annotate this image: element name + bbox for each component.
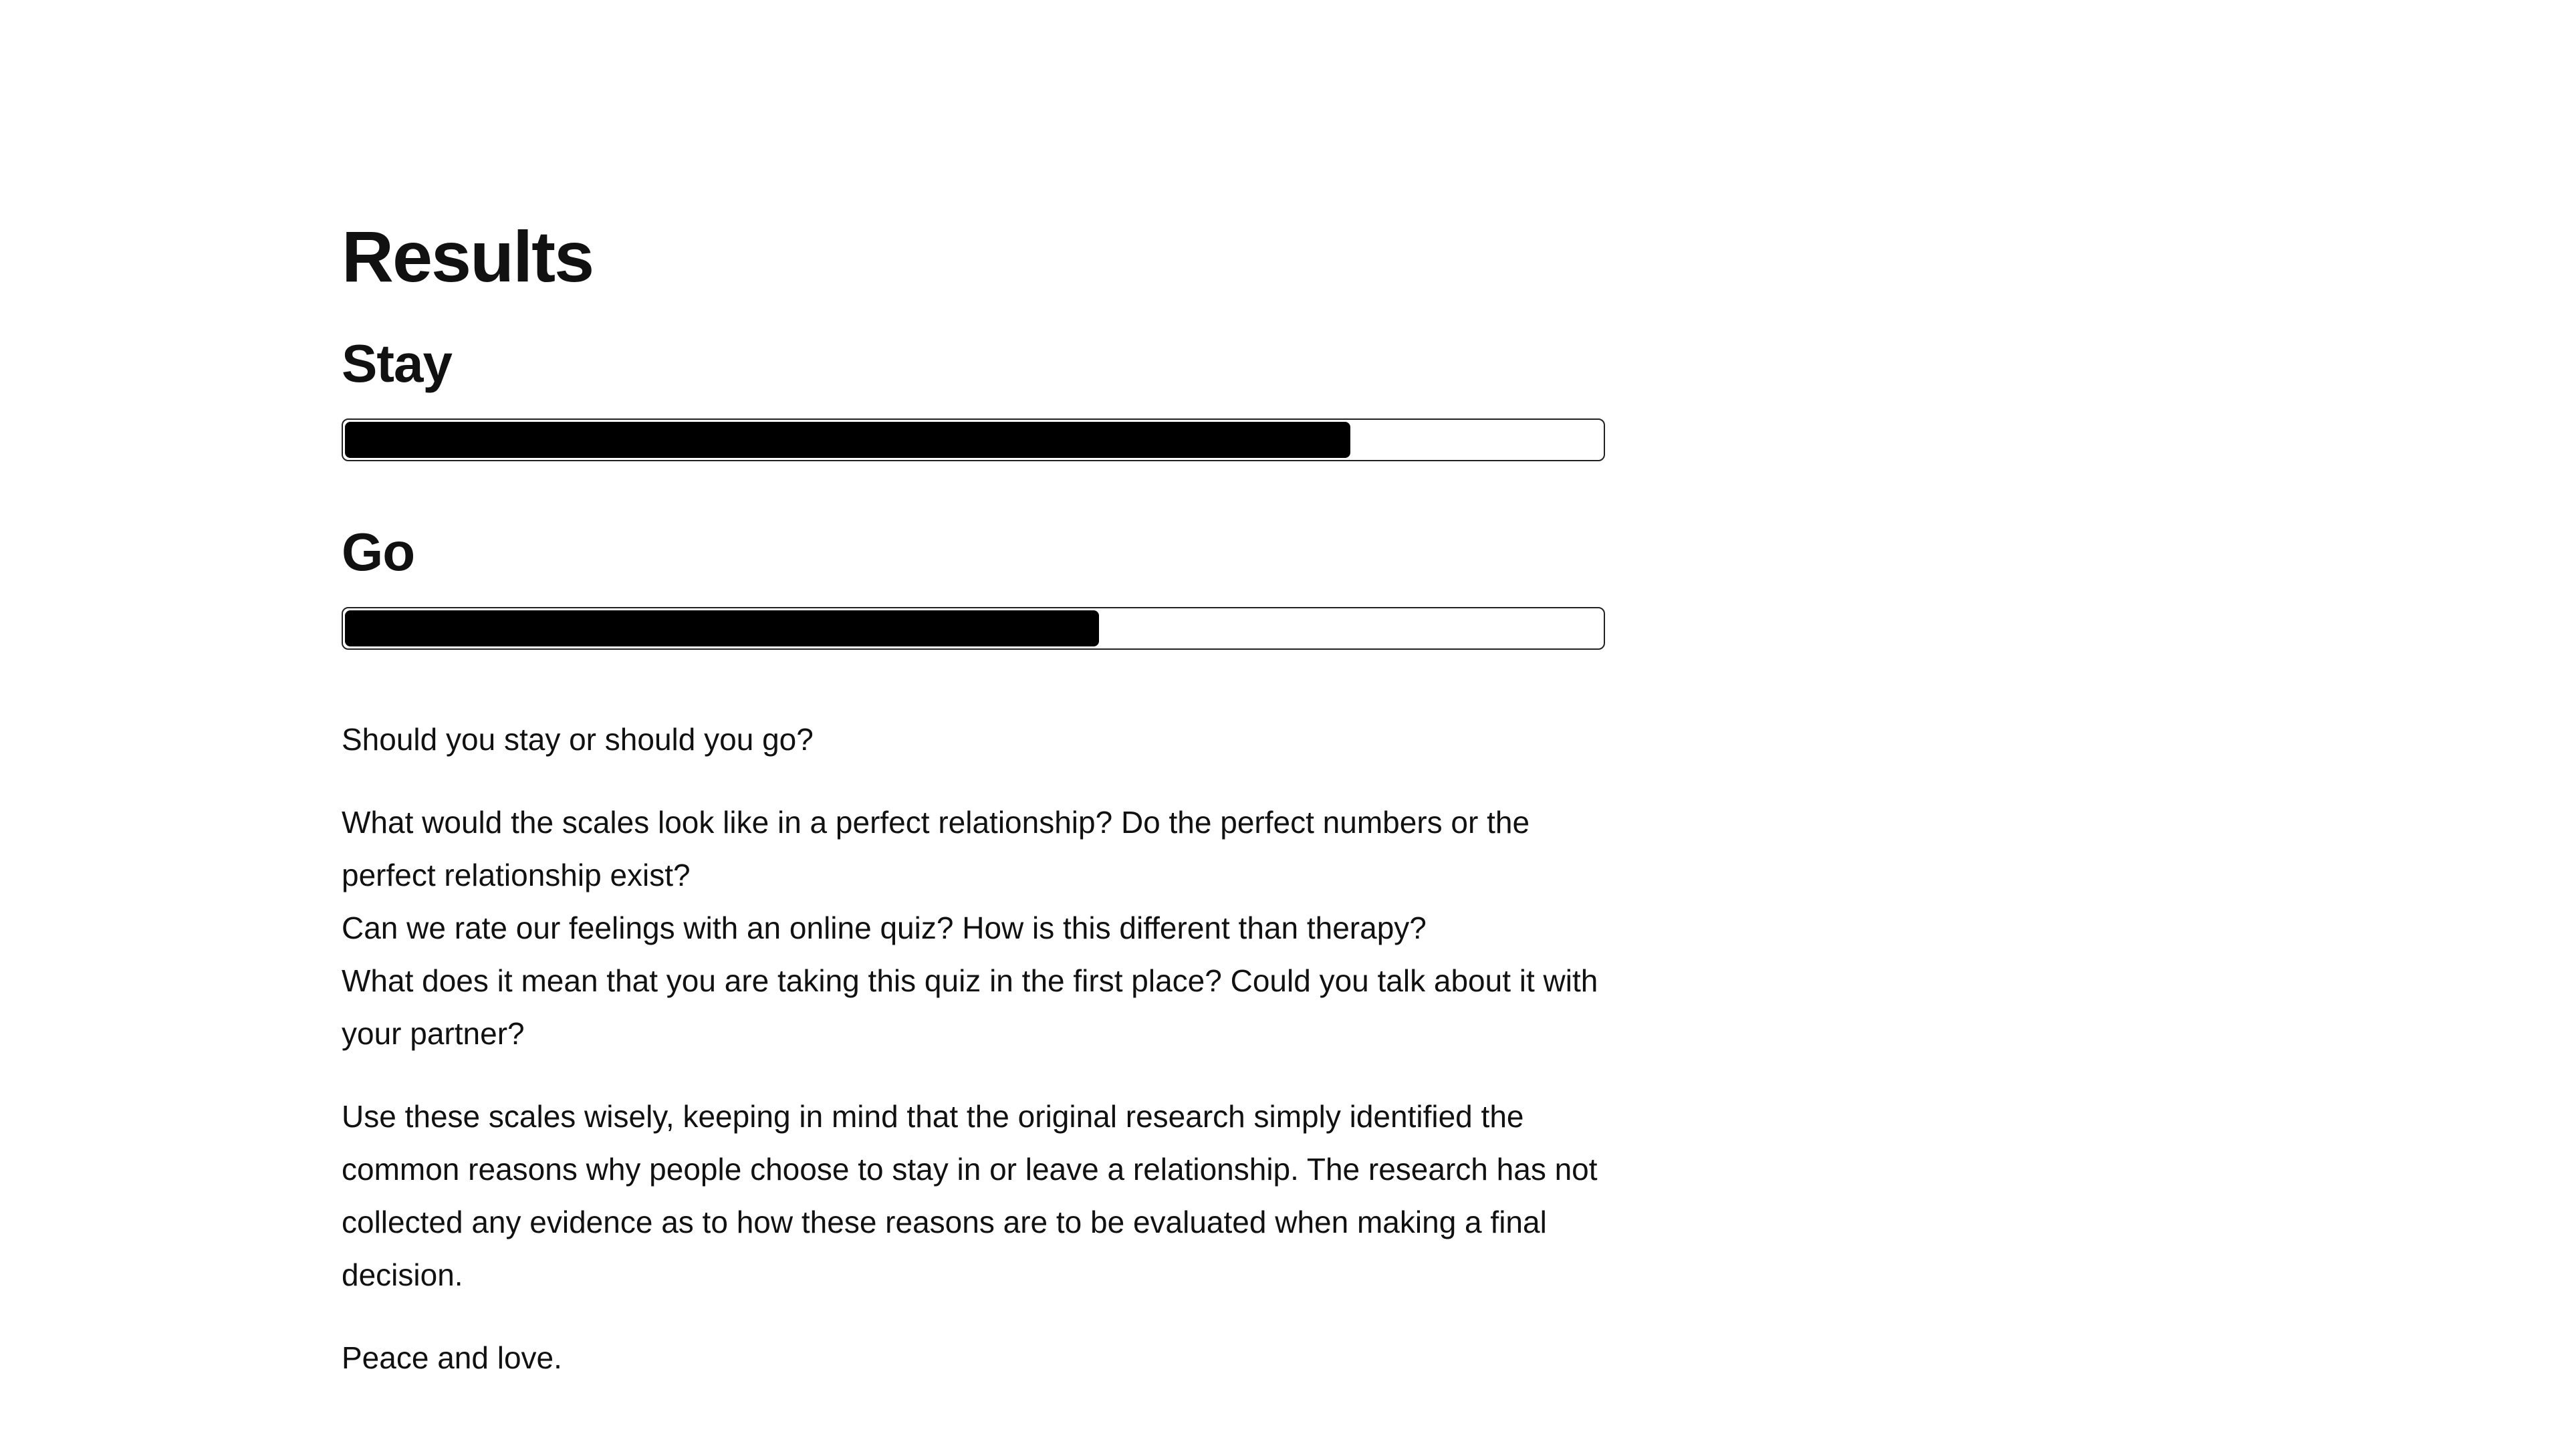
signoff-text: Peace and love. [342, 1340, 562, 1375]
reflection-line: What would the scales look like in a perfect relationship? Do the perfect numbers or the perfect relationship exist? [342, 805, 1530, 892]
reflection-line: What does it mean that you are taking this quiz in the first place? Could you talk about it with your partner? [342, 963, 1598, 1051]
reflection-paragraph [342, 796, 1605, 1060]
go-heading: Go [342, 522, 415, 582]
stay-heading: Stay [342, 334, 452, 393]
stay-scale [342, 334, 1605, 461]
reflection-line: Can we rate our feelings with an online quiz? How is this different than therapy? [342, 911, 1427, 945]
caution-paragraph: Use these scales wisely, keeping in mind that the original research simply identified the common reasons why people choose to stay in or leave a relationship. The research has not collected any evidence as to how these reasons are to be evaluated when making a final decision. [342, 1099, 1598, 1292]
stay-progress-bar [342, 418, 1605, 461]
page-title: Results [342, 216, 594, 297]
go-scale [342, 522, 1605, 650]
results-content [342, 216, 1605, 1384]
go-progress-fill [345, 610, 1099, 646]
question-text: Should you stay or should you go? [342, 722, 814, 757]
go-progress-bar [342, 607, 1605, 650]
stay-progress-fill [345, 422, 1350, 458]
